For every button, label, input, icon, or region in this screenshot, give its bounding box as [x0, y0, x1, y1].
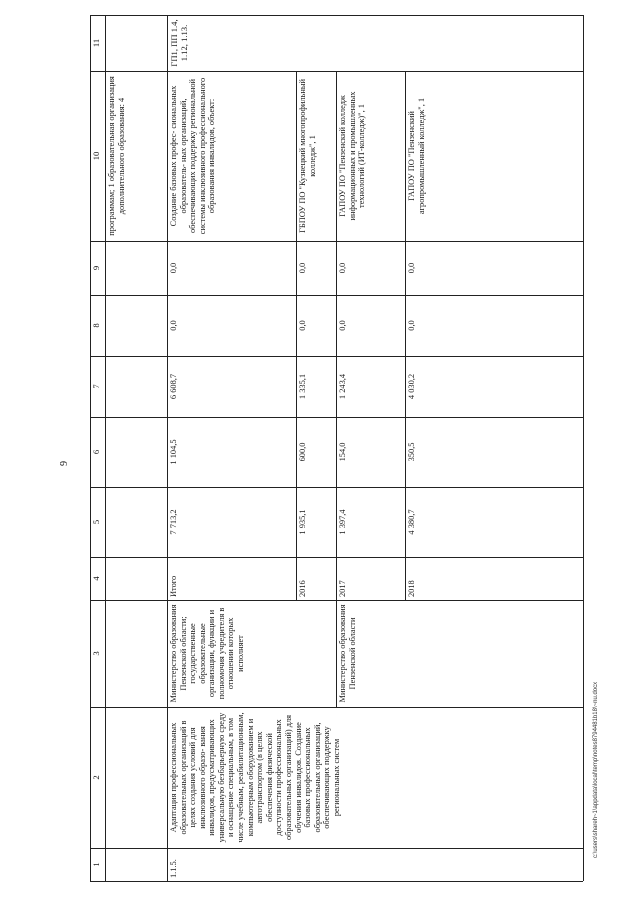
header-cell-7: 7 — [91, 384, 101, 389]
header-cell-8: 8 — [91, 323, 101, 328]
header-cell-11: 11 — [91, 38, 101, 48]
row-2-col8: 0,0 — [338, 320, 347, 331]
header-cell-10: 10 — [91, 151, 101, 161]
executor-text-1: Министерство образования Пензенской области; государственные образовательные организации, функции и полномочия учредителя в отношении которых исполняет — [169, 604, 246, 703]
row-3-col5: 4 380,7 — [407, 509, 416, 535]
header-cell-1: 1 — [91, 862, 101, 867]
row-2-col7: 1 243,4 — [338, 373, 347, 400]
table-border-top — [90, 15, 583, 16]
row-2-col10: ГАПОУ ПО "Пензенский колледж информационных и промышленных технологий (ИТ-колледж)", 1 — [338, 91, 367, 221]
row-3-col7: 4 030,2 — [407, 373, 416, 400]
measure-description: Адаптация профессиональных образовательных организаций в целях создания условий для инклюзивного образо- вания инвалидов, предусматривающих универсальную безбарьерную среду и оснащение специальным, в том числе учебным, реабилитационным, компьютерным оборудованием и автотранспортом (в целях обеспечения физической доступности профессиональных образовательных организаций) для обучения инвалидов. Создание базовых профессиональных образовательных организаций, обеспечивающих поддержку региональных систем — [169, 712, 341, 843]
row-1-col5: 1 935,1 — [298, 509, 307, 535]
header-cell-9: 9 — [91, 265, 101, 271]
row-3-col10: ГАПОУ ПО "Пензенский агропромышленный колледж", 1 — [407, 97, 426, 215]
row-3-year: 2018 — [407, 580, 416, 597]
page-number: 9 — [59, 461, 70, 466]
row-3-col6: 350,5 — [407, 442, 416, 462]
row-3-col9: 0,0 — [407, 262, 416, 274]
file-path: c:\users\shareh~1\appdata\local\temp\notes8794481b18\~nu.docx — [593, 681, 599, 858]
row-0-col10: Создание базовых профес- сиональных образователь- ных организаций, обеспечивающих поддержку региональной системы инклюзивного профессионального образования инвалидов, объект: — [169, 77, 217, 235]
row-2-col6: 154,0 — [338, 442, 347, 462]
measure-code: 1.1.5. — [169, 859, 178, 878]
row-0-col7: 6 608,7 — [169, 373, 178, 400]
row-1-col9: 0,0 — [298, 262, 307, 274]
carry-over-col10: программам; 1 образовательная организация дополнительного образования: 4 — [107, 76, 126, 236]
row-0-col8: 0,0 — [169, 320, 178, 331]
row-0-col5: 7 713,2 — [169, 509, 178, 535]
row-3-col8: 0,0 — [407, 320, 416, 331]
row-1-col7: 1 335,1 — [298, 373, 307, 400]
header-cell-5: 5 — [91, 519, 101, 525]
row-2-col9: 0,0 — [338, 262, 347, 274]
executor-text-2: Министерство образования Пензенской области — [338, 604, 357, 703]
row-1-col6: 600,0 — [298, 442, 307, 462]
row-0-year: Итого — [169, 575, 178, 597]
row-0-col9: 0,0 — [169, 262, 178, 274]
row-1-col8: 0,0 — [298, 320, 307, 331]
table-border-right — [583, 15, 584, 881]
row-1-year: 2016 — [298, 580, 307, 597]
header-cell-6: 6 — [91, 449, 101, 455]
row-1-col10: ГБПОУ ПО "Кузнецкий многопрофильный колледж", 1 — [298, 79, 317, 233]
row-2-year: 2017 — [338, 580, 347, 597]
header-cell-2: 2 — [91, 775, 101, 780]
row-0-col11: ГП1, ПП 1.4, 1.12, 1.13. — [169, 19, 190, 67]
header-cell-3: 3 — [91, 651, 101, 656]
row-0-col6: 1 104,5 — [169, 439, 178, 465]
header-cell-4: 4 — [91, 576, 101, 581]
table-border-bottom — [90, 881, 583, 882]
row-2-col5: 1 397,4 — [338, 509, 347, 535]
